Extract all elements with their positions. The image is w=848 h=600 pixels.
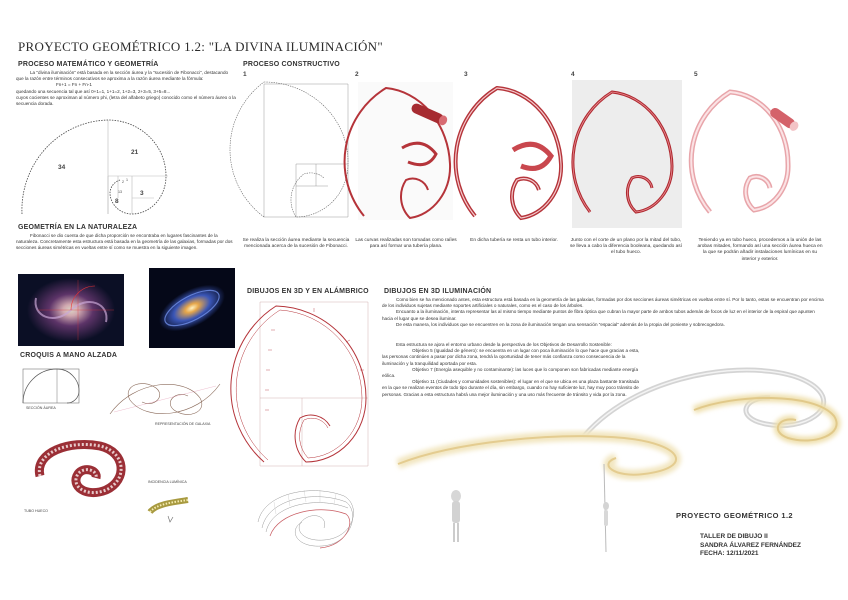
step-5-drawing — [690, 82, 816, 222]
step-number-3: 3 — [464, 71, 468, 78]
math-sequence: quedando una secuencia tal que así 0+1=1, 1+1=2, 1+2=3, 2+3=5, 3+5=8... — [16, 88, 171, 94]
step-4-drawing — [572, 80, 682, 228]
sketch-light-incidence — [148, 486, 194, 526]
math-text — [16, 70, 236, 107]
fib-label-34: 34 — [58, 164, 66, 171]
sketch-label-light: INCIDENCIA LUMÍNICA — [148, 480, 187, 484]
golden-spiral-diagram — [20, 118, 170, 218]
footer-info — [700, 533, 801, 559]
illum-paragraph-7: Objetivo 11 (Ciudades y comunidades sostenibles): el lugar en el que se ubica es una plaza bastante transitada en la que se realizan eventos de todo tipo durante el día, sin embargo, cuando no hay suficiente luz, hay muy poco tránsito de personas. Gracias a esta estructura habrá una mejor iluminación y una uso más frecuente de tránsito y vida por la zona. — [382, 379, 639, 397]
step-caption-2: Las curvas realizadas son tomadas como raíles para así formar una tubería plana. — [355, 238, 457, 250]
math-paragraph: La "divina iluminación" está basada en la sección áurea y la "sucesión de Fibonacci", destacando que la razón entre términos consecutivos se aproxima a la razón áurea mediante la fórmula: — [16, 70, 229, 82]
nature-heading: GEOMETRÍA EN LA NATURALEZA — [18, 224, 138, 231]
fib-label-1: 1 — [126, 178, 128, 182]
illum-text-top — [382, 297, 826, 328]
math-formula: Fn+1 = Fn + Fn-1 — [56, 82, 92, 88]
illum-paragraph-1: Como bien se ha mencionado antes, esta estructura está basada en la geometría de las galaxias, formadas por dos secciones áureas simétricas en vueltas entre sí. Por lo tanto, estas se encuentran por encima de los individuos sujetas mediante soportes artificiales o naturales, como es el caso de los árboles. — [382, 297, 824, 309]
sketch-golden-section — [22, 368, 82, 406]
illum-paragraph-6: Objetivo 7 (Energía asequible y no contaminante): las luces que lo componen son fabricadas mediante energía eólica. — [382, 366, 638, 379]
step-3-drawing — [463, 82, 567, 222]
sketch-hollow-tube — [30, 436, 130, 506]
step-caption-5: Teniendo ya en tubo hueco, procedemos a la unión de las arobas mitades, formando así una sección áurea hueca en la que se podrán añadir instalaciones lumínicas en su interior y exterior. — [697, 238, 823, 262]
wire-heading: DIBUJOS EN 3D Y EN ALÁMBRICO — [247, 288, 369, 295]
step-caption-3: En dicha tubería se resta un tubo interior. — [470, 238, 558, 243]
galaxy-photo-2 — [149, 268, 235, 348]
illum-heading: DIBUJOS EN 3D ILUMINACIÓN — [384, 288, 492, 295]
step-1-drawing — [244, 82, 350, 222]
page-title: PROYECTO GEOMÉTRICO 1.2: "LA DIVINA ILUMINACIÓN" — [18, 39, 383, 54]
nature-text: Fibonacci se dio cuenta de que dicha proporción se encontraba en lugares fascinantes de la naturaleza. Concretamente esta estructura está basada en la geometría de las galaxias, formadas por dos secciones áureas simétricas en vueltas entre sí como se muestra en la siguiente imagen. — [16, 233, 233, 251]
wireframe-spiral — [254, 300, 372, 470]
step-number-2: 2 — [355, 71, 359, 78]
illum-paragraph-2: Encuanto a la iluminación, intenta representar las al mismo tiempo mediante puntos de fibra óptica que cubran la mayor parte de ambos tubos además de focos de luz en el interior de la espiral que apunten hacia el lugar que se desea iluminar. — [382, 309, 815, 321]
illuminated-render — [394, 346, 844, 556]
sketch-label-galaxy: REPRESENTACIÓN DE GALAXIA — [155, 422, 211, 426]
fib-label-8: 8 — [115, 198, 119, 205]
step-number-5: 5 — [694, 71, 698, 78]
fib-label-21: 21 — [131, 149, 139, 156]
sketch-galaxy — [104, 374, 226, 424]
step-number-4: 4 — [571, 71, 575, 78]
step-2-drawing — [356, 82, 456, 222]
footer-date: FECHA: 12/11/2021 — [700, 550, 759, 557]
step-number-1: 1 — [243, 71, 247, 78]
fib-label-2: 2 — [122, 180, 124, 184]
footer-author: SANDRA ÁLVAREZ FERNÁNDEZ — [700, 541, 801, 549]
illum-paragraph-3: De esta manera, los individuos que se encuentren en la zona de iluminación tengan una sensación "espacial" además de la propia del poniente y sobrecogedora. — [396, 321, 725, 327]
math-quotient: cuyos cocientes se aproximan al número phi, (letra del alfabeto griego) conocido como el número áureo o la secuencia dorada. — [16, 94, 236, 107]
fib-label-13: 13 — [118, 190, 122, 194]
step-caption-1: Se realiza la sección áurea mediante la secuencia mencionada acerca de la sucesión de Fibonacci. — [242, 238, 350, 250]
illum-paragraph-5: Objetivo 5 (Igualdad de género): se encuentra en un lugar con poca iluminación lo que hace que gracias a esta, las personas continúen a pasar por dicha zona, tendrá la oportunidad de tener más confianza como consecuencia de la iluminación y la tranquilidad aportada por esta. — [382, 348, 640, 366]
galaxy-photo-1 — [18, 274, 124, 346]
sketch-heading: CROQUIS A MANO ALZADA — [20, 352, 118, 359]
fib-label-3: 3 — [140, 190, 144, 197]
process-heading: PROCESO CONSTRUCTIVO — [243, 61, 340, 68]
illum-paragraph-4: Esta estructura se ajora el entorno urbano desde la perspectiva de los Objetivos de Desarrollo Sostenible: — [396, 342, 612, 347]
footer-course: TALLER DE DIBUJO II — [700, 533, 768, 540]
math-heading: PROCESO MATEMÁTICO Y GEOMETRÍA — [18, 61, 159, 68]
wireframe-perspective — [254, 482, 362, 556]
sketch-label-tube: TUBO HUECO — [24, 509, 48, 513]
step-caption-4: Junto con el corte de un plano por la mitad del tubo, se lleva a cabo la diferencia booleana, quedando así el tubo hueco. — [570, 238, 683, 256]
footer-project: PROYECTO GEOMÉTRICO 1.2 — [676, 511, 793, 520]
sketch-label-golden: SECCIÓN ÁUREA — [26, 406, 56, 410]
